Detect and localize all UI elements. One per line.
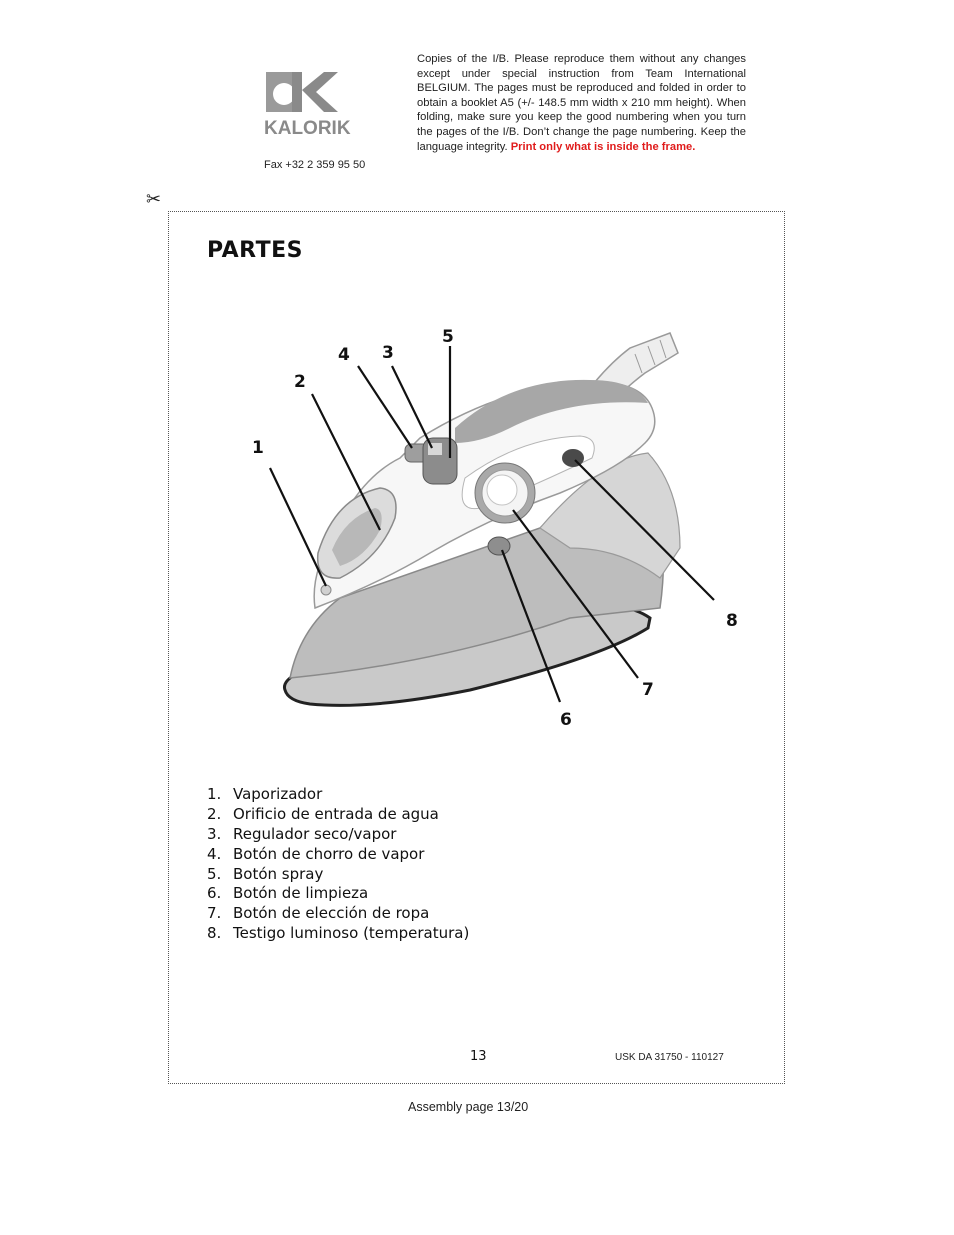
callout-7: 7 [642, 680, 654, 700]
spray-nozzle [321, 585, 331, 595]
page-title: PARTES [207, 238, 303, 263]
part-label: Botón de elección de ropa [233, 904, 430, 923]
part-label: Botón de chorro de vapor [233, 844, 425, 863]
print-instructions [417, 52, 746, 154]
scissors-icon: ✂ [146, 189, 162, 210]
self-clean-button [488, 537, 510, 555]
instructions-emphasis: Print only what is inside the frame. [510, 140, 696, 153]
part-label: Regulador seco/vapor [233, 824, 397, 843]
callout-4: 4 [338, 345, 350, 365]
list-item: 7. Botón de elección de ropa [207, 904, 430, 923]
part-label: Orificio de entrada de agua [233, 804, 439, 823]
list-item: 8. Testigo luminoso (temperatura) [207, 924, 470, 943]
callout-1: 1 [252, 438, 264, 458]
list-item: 6. Botón de limpieza [207, 884, 369, 903]
callout-2: 2 [294, 372, 306, 392]
assembly-page: Assembly page 13/20 [408, 1100, 529, 1114]
fax-number: Fax +32 2 359 95 50 [264, 159, 366, 171]
part-label: Botón spray [233, 864, 324, 883]
part-label: Botón de limpieza [233, 884, 369, 903]
callout-6: 6 [560, 710, 572, 730]
list-item: 1. Vaporizador [207, 785, 323, 803]
logo-wordmark: KALORIK [264, 118, 351, 138]
page-number: 13 [470, 1049, 487, 1064]
kalorik-logo [262, 72, 368, 138]
list-item: 5. Botón spray [207, 864, 324, 883]
kalorik-logo-mark [262, 72, 368, 138]
part-label: Vaporizador [233, 785, 323, 803]
instructions-text: Copies of the I/B. Please reproduce them without any changes except under special instruction from Team International BELGIUM. The pages must be reproduced and folded in order to obtain a booklet A5 (+/- 148.5 mm width x 210 mm height). When folding, make sure you keep the good numbering when you turn the pages of the I/B. Don’t change the page numbering. Keep the language integrity. [417, 53, 746, 153]
parts-list [207, 785, 469, 944]
callout-3: 3 [382, 343, 394, 363]
list-item: 4. Botón de chorro de vapor [207, 844, 425, 863]
callout-5: 5 [442, 327, 454, 347]
fabric-dial [475, 463, 535, 523]
document-code: USK DA 31750 - 110127 [615, 1052, 724, 1063]
part-label: Testigo luminoso (temperatura) [233, 924, 470, 943]
iron-illustration [240, 318, 760, 738]
list-item: 2. Orificio de entrada de agua [207, 804, 439, 823]
callout-8: 8 [726, 611, 738, 631]
list-item: 3. Regulador seco/vapor [207, 824, 397, 843]
